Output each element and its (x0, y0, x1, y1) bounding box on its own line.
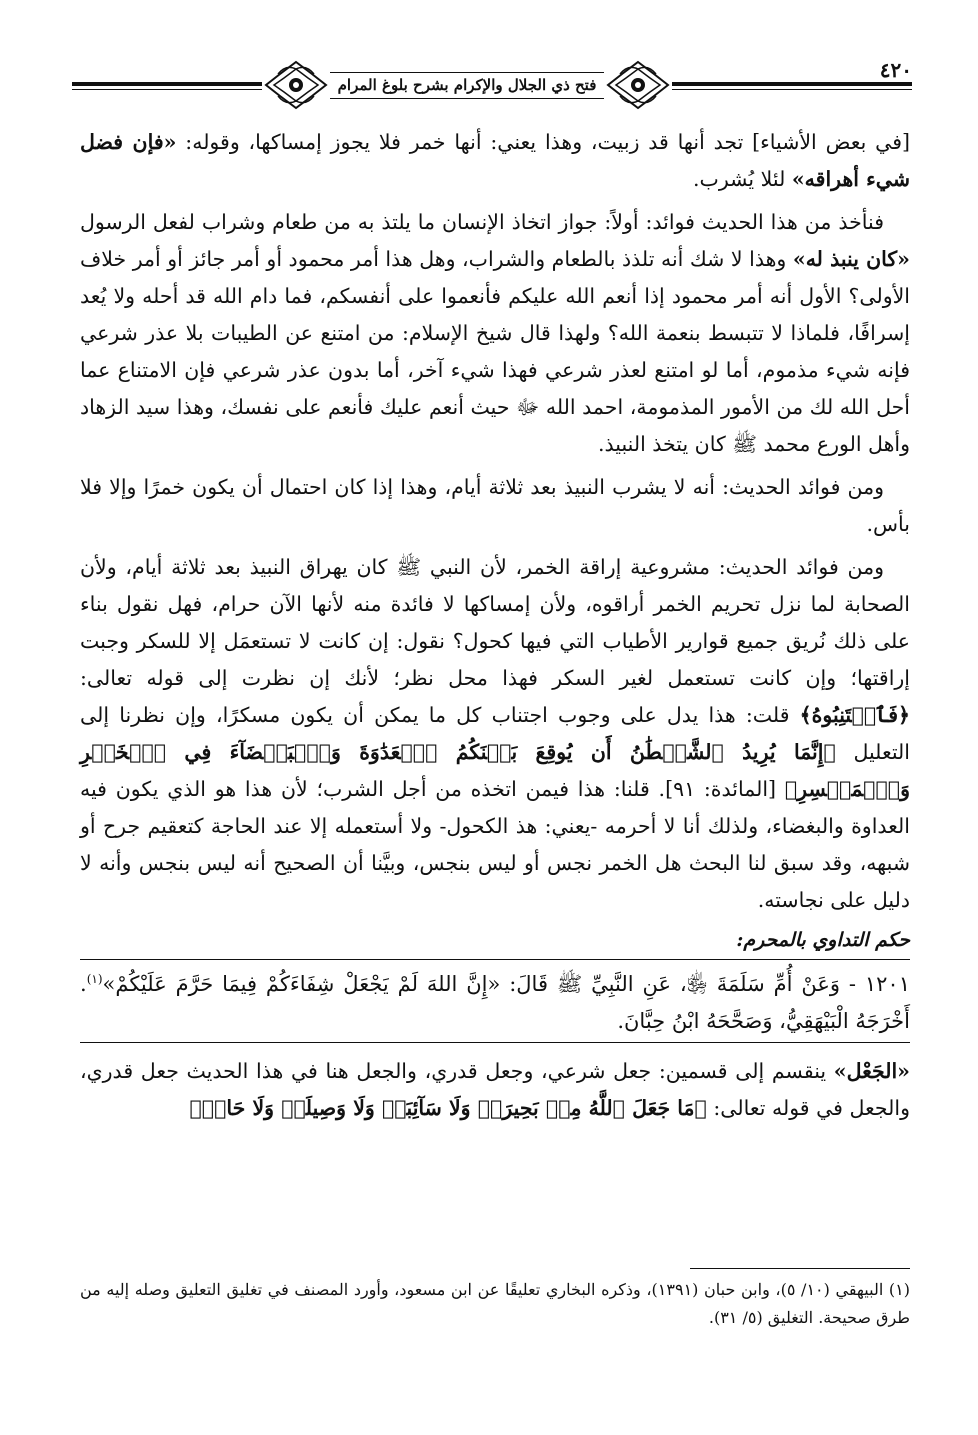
paragraph (80, 1053, 910, 1127)
hadith-body: ١٢٠١ - وَعَنْ أُمِّ سَلَمَةَ ﵂، عَنِ النَّبِيِّ ﷺ قَالَ: «إِنَّ اللهَ لَمْ يَجْعَلْ شِفَاءَكُمْ فِيمَا حَرَّمَ عَلَيْكُمْ» (102, 972, 910, 996)
text: لئلا يُشرب. (693, 167, 792, 191)
paragraph (80, 124, 910, 198)
footnote-rule (690, 1268, 910, 1269)
paragraph (80, 469, 910, 543)
footnote: (١) البيهقي (١٠/ ٥)، وابن حبان (١٣٩١)، وذكره البخاري تعليقًا عن ابن مسعود، وأورد المصنف في تغليق التعليق وصله إليه من طرق صحيحة. التغليق (٥/ ٣١). (80, 1280, 910, 1327)
text: فنأخذ من هذا الحديث فوائد: أولاً: جواز اتخاذ الإنسان ما يلتذ به من طعام وشراب لفعل الرسول (80, 210, 884, 234)
paragraph (80, 549, 910, 919)
quran-quote: ﴿فَٱجۡتَنِبُوهُ﴾ (799, 703, 910, 727)
page-number: ٤٢٠ (879, 58, 912, 82)
hadith-source: . أَخْرَجَهُ الْبَيْهَقِيُّ، وَصَحَّحَهُ ابْنُ حِبَّانَ. (80, 972, 910, 1033)
text: [في بعض الأشياء] تجد أنها قد زبيت، وهذا يعني: أنها خمر فلا يجوز إمساكها، وقوله: (176, 130, 910, 154)
header-rule (672, 82, 912, 86)
text: ومن فوائد الحديث: مشروعية إراقة الخمر، لأن النبي ﷺ كان يهراق النبيذ بعد ثلاثة أيام، ولأن الصحابة لما نزل تحريم الخمر أراقوه، ولأن إمساكها لا فائدة منه لأنها الآن حرام، فهل نقول بناء على ذلك نُريق جميع قوارير الأطياب التي فيها كحول؟ نقول: إن كانت لا تستعمَل إلا للسكر وجبت إراقتها؛ وإن كانت تستعمل لغير السكر فهذا محل نظر؛ لأنك إن نظرت إلى قوله تعالى: (80, 555, 910, 690)
surah-reference: [المائدة: ٩١] (665, 777, 785, 801)
hadith-quote: «فإن فضل شيء أهراقه» (80, 130, 910, 191)
header-rule (672, 89, 912, 90)
section-heading: حكم التداوي بالمحرم: (736, 929, 910, 951)
hadith-quote: «كان ينبذ له» (792, 247, 910, 271)
page-header (72, 58, 912, 110)
text: . قلنا: هذا فيمن اتخذه من أجل الشرب؛ لأن هذا هو الذي يكون فيه العداوة والبغضاء، ولذلك أنا لا أحرمه -يعني: هذ الكحول- ولا أستعمله إلا عند الحاجة كتعقيم جرح أو شبهه، وقد سبق لنا البحث هل الخمر نجس أو ليس بنجس، وبيَّنا أن الصحيح أنه ليس بنجس وأنه لا دليل على نجاسته. (80, 777, 910, 912)
paragraph (80, 204, 910, 463)
book-title: فتح ذي الجلال والإكرام بشرح بلوغ المرام (330, 72, 604, 99)
text: ينقسم إلى قسمين: جعل شرعي، وجعل قدري، والجعل هنا في هذا الحديث جعل قدري، والجعل في قوله تعالى: (80, 1059, 910, 1120)
text: ومن فوائد الحديث: أنه لا يشرب النبيذ بعد ثلاثة أيام، وهذا إذا كان احتمال أن يكون خمرًا وإلا فلا بأس. (80, 475, 910, 536)
header-rule (72, 82, 262, 86)
text: قلت: هذا يدل على وجوب اجتناب كل ما يمكن أن يكون مسكرًا، وإن نظرنا إلى التعليل (80, 703, 910, 764)
ornament-icon (606, 60, 670, 110)
quran-quote: ﴿إِنَّمَا يُرِيدُ ٱلشَّيۡطَٰنُ أَن يُوقِعَ بَيۡنَكُمُ ٱلۡعَدَٰوَةَ وَٱلۡبَغۡضَآءَ فِي ٱلۡخَمۡرِ وَٱلۡمَيۡسِرِ﴾ (80, 740, 910, 801)
main-text (80, 124, 910, 1133)
ornament-icon (264, 60, 328, 110)
header-rule (72, 89, 262, 90)
term: «الجَعْل» (833, 1059, 910, 1083)
hadith-text (80, 959, 910, 1043)
footnote-marker[interactable]: (١) (86, 972, 103, 986)
quran-quote: ﴿مَا جَعَلَ ٱللَّهُ مِنۢ بَحِيرَةٖ وَلَا سَآئِبَةٖ وَلَا وَصِيلَةٖ وَلَا حَامٖ﴾ (189, 1096, 707, 1120)
text: وهذا لا شك أنه تلذذ بالطعام والشراب، وهل هذا أمر محمود أو أمر جائز أو أمر خلاف الأولى؟ الأول أنه أمر محمود إذا أنعم الله عليكم فأنعموا على أنفسكم، فما دام الله قد أحله ولا يُعد إسرافًا، فلماذا لا تتبسط بنعمة الله؟ ولهذا قال شيخ الإسلام: من امتنع عن الطيبات بلا عذر شرعي فإنه شيء مذموم، أما لو امتنع لعذر شرعي فهذا شيء آخر، أما بدون عذر شرعي فإن الامتناع عما أحل الله لك من الأمور المذمومة، احمد الله ﷻ حيث أنعم عليك فأنعم على نفسك، وهذا سيد الزهاد وأهل الورع محمد ﷺ كان يتخذ النبيذ. (80, 247, 910, 456)
